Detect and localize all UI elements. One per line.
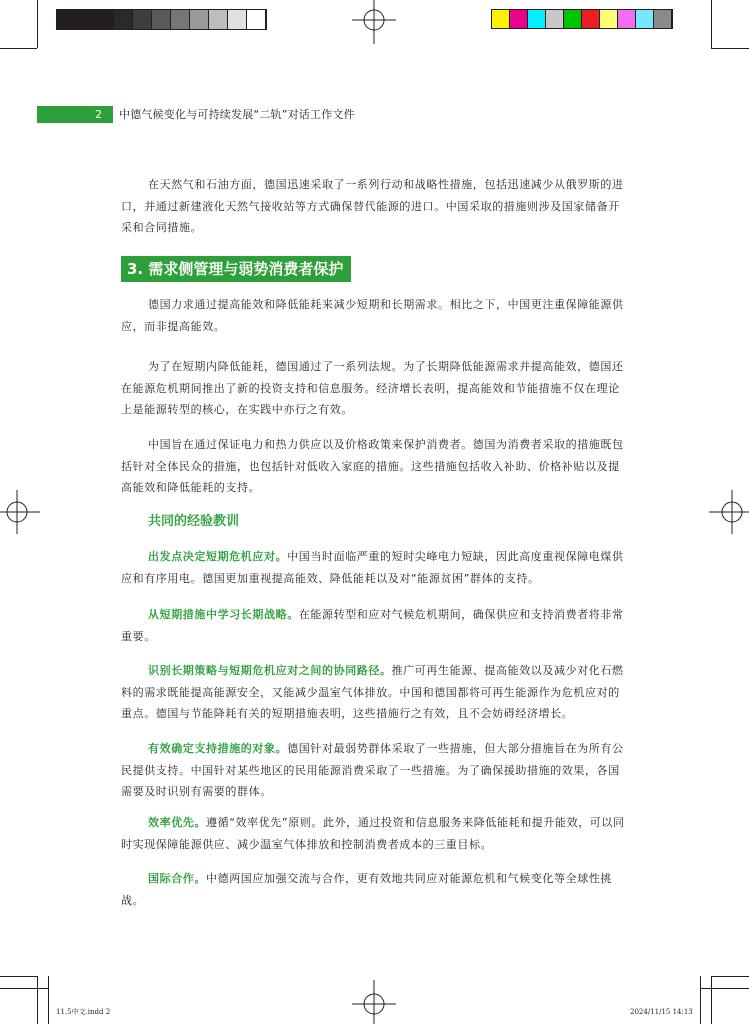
color-swatch: [600, 10, 618, 28]
lesson-item: [121, 868, 629, 911]
gray-swatch: [57, 10, 76, 29]
color-swatch: [528, 10, 546, 28]
gray-swatch: [171, 10, 190, 29]
color-swatch: [618, 10, 636, 28]
gray-swatch: [133, 10, 152, 29]
color-swatch: [546, 10, 564, 28]
color-swatch: [510, 10, 528, 28]
lesson-item: [121, 738, 629, 803]
page-number: 2: [95, 108, 102, 121]
lesson-lead: 从短期措施中学习长期战略。: [148, 608, 299, 621]
color-swatch: [654, 10, 672, 28]
gray-swatch: [152, 10, 171, 29]
lesson-lead: 有效确定支持措施的对象。: [148, 742, 288, 755]
slug-date: 2024/11/15 14:13: [630, 1008, 693, 1016]
lesson-item: [121, 812, 629, 855]
registration-mark-icon: [0, 490, 44, 534]
intro-paragraph: 在天然气和石油方面，德国迅速采取了一系列行动和战略性措施，包括迅速减少从俄罗斯的进口，并通过新建液化天然气接收站等方式确保替代能源的进口。中国采取的措施则涉及国家储备开采和合同措施。: [121, 178, 624, 234]
running-header-title: 中德气候变化与可持续发展“二轨”对话工作文件: [119, 108, 355, 121]
lesson-text: 中德两国应加强交流与合作，更有效地共同应对能源危机和气候变化等全球性挑战。: [121, 872, 612, 907]
section-heading: 3. 需求侧管理与弱势消费者保护: [121, 256, 351, 282]
color-swatch: [636, 10, 654, 28]
gray-swatch: [95, 10, 114, 29]
gray-swatch: [247, 10, 266, 29]
lesson-text: 推广可再生能源、提高能效以及减少对化石燃料的需求既能提高能源安全，又能减少温室气体排放。中国和德国都将可再生能源作为危机应对的重点。德国与节能降耗有关的短期措施表明，这些措施行之有效，且不会妨碍经济增长。: [121, 664, 624, 720]
lessons-heading: 共同的经验教训: [148, 514, 240, 529]
registration-mark-icon: [705, 490, 749, 534]
lesson-item: [121, 660, 629, 725]
registration-mark-icon: [352, 0, 396, 44]
lesson-lead: 效率优先。: [148, 816, 206, 829]
body-paragraph: 德国力求通过提高能效和降低能耗来减少短期和长期需求。相比之下，中国更注重保障能源供应，而非提高能效。: [121, 298, 624, 333]
lesson-lead: 国际合作。: [148, 872, 206, 885]
color-swatch: [582, 10, 600, 28]
gray-swatch: [76, 10, 95, 29]
gray-swatch: [228, 10, 247, 29]
lesson-text: 中国当时面临严重的短时尖峰电力短缺，因此高度重视保障电煤供应和有序用电。德国更加重视提高能效、降低能耗以及对“能源贫困”群体的支持。: [121, 550, 624, 585]
gray-swatch: [209, 10, 228, 29]
color-swatch: [492, 10, 510, 28]
lesson-text: 遵循“效率优先”原则。此外，通过投资和信息服务来降低能耗和提升能效，可以同时实现保障能源供应、减少温室气体排放和控制消费者成本的三重目标。: [121, 816, 625, 851]
lesson-text: 在能源转型和应对气候危机期间，确保供应和支持消费者将非常重要。: [121, 608, 624, 643]
gray-swatch: [190, 10, 209, 29]
lesson-text: 德国针对最弱势群体采取了一些措施，但大部分措施旨在为所有公民提供支持。中国针对某些地区的民用能源消费采取了一些措施。为了确保援助措施的效果，各国需要及时识别有需要的群体。: [121, 742, 624, 798]
gray-swatch: [114, 10, 133, 29]
lesson-lead: 出发点决定短期危机应对。: [148, 550, 288, 563]
lesson-item: [121, 546, 629, 589]
body-paragraph: 中国旨在通过保证电力和热力供应以及价格政策来保护消费者。德国为消费者采取的措施既包括针对全体民众的措施，也包括针对低收入家庭的措施。这些措施包括收入补助、价格补贴以及提高能效和降低能耗的支持。: [121, 438, 624, 494]
slug-file-name: 11.5中文.indd 2: [56, 1008, 111, 1016]
grayscale-calibration-bar: [56, 9, 267, 30]
lesson-item: [121, 604, 629, 647]
color-swatch: [564, 10, 582, 28]
registration-mark-icon: [352, 980, 396, 1024]
lesson-lead: 识别长期策略与短期危机应对之间的协同路径。: [148, 664, 392, 677]
color-calibration-bar: [491, 9, 673, 29]
body-paragraph: 为了在短期内降低能耗，德国通过了一系列法规。为了长期降低能源需求并提高能效，德国还在能源危机期间推出了新的投资支持和信息服务。经济增长表明，提高能效和节能措施不仅在理论上是能源转型的核心，在实践中亦行之有效。: [121, 360, 624, 416]
